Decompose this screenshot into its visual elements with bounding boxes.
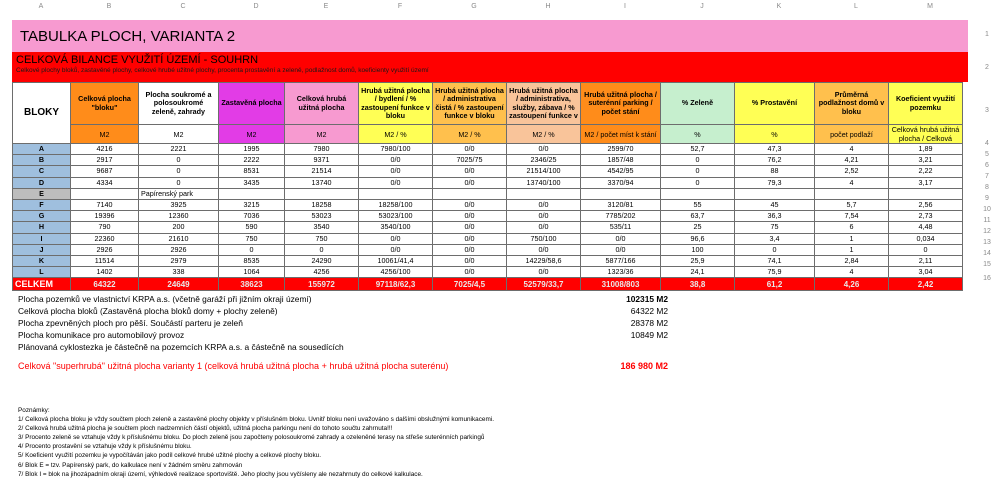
data-cell[interactable]: 790	[71, 222, 139, 233]
data-cell[interactable]: 4	[815, 144, 889, 155]
sheet-subtitle[interactable]: CELKOVÁ BILANCE VYUŽITÍ ÚZEMÍ - SOUHRN	[16, 54, 259, 66]
summary-value[interactable]: 102315 M2	[626, 294, 668, 304]
block-cell[interactable]: K	[13, 255, 71, 266]
total-cell[interactable]: 64322	[71, 278, 139, 291]
block-cell[interactable]: E	[13, 188, 71, 199]
data-cell[interactable]: 18258/100	[359, 199, 433, 210]
data-cell[interactable]: 0/0	[433, 222, 507, 233]
data-cell[interactable]: 4256	[285, 267, 359, 278]
column-header[interactable]: Koeficient využití pozemku	[889, 83, 963, 125]
data-cell[interactable]: 0/0	[433, 233, 507, 244]
total-label[interactable]: CELKEM	[13, 278, 71, 291]
empty-cell[interactable]	[581, 188, 661, 199]
data-cell[interactable]: 3435	[219, 177, 285, 188]
data-cell[interactable]: 1857/48	[581, 155, 661, 166]
notes-title[interactable]: Poznámky:	[18, 407, 50, 414]
table-row	[13, 177, 963, 188]
data-cell[interactable]: 3540	[285, 222, 359, 233]
subtitle-note[interactable]: Celkové plochy bloků, zastavěné plochy, celkové hrubé užitné plochy, procenta prostavění a zeleně, podlažnost domů, koeficienty využití území	[16, 67, 429, 74]
data-cell[interactable]: 0	[889, 244, 963, 255]
column-unit[interactable]: M2 / počet míst k stání	[581, 125, 661, 144]
column-letter-L[interactable]: L	[854, 3, 858, 10]
data-cell[interactable]: 0/0	[359, 155, 433, 166]
table-row	[13, 267, 963, 278]
data-cell[interactable]: 0/0	[581, 233, 661, 244]
data-cell[interactable]: 4256/100	[359, 267, 433, 278]
data-cell[interactable]: 0/0	[359, 244, 433, 255]
data-cell[interactable]: 2926	[71, 244, 139, 255]
column-unit[interactable]: počet podlaží	[815, 125, 889, 144]
data-cell[interactable]: 2,22	[889, 166, 963, 177]
table-row	[13, 199, 963, 210]
column-header[interactable]: Celková plocha "bloku"	[71, 83, 139, 125]
row-number-9[interactable]: 9	[985, 195, 989, 202]
data-cell[interactable]: 0	[139, 177, 219, 188]
data-cell[interactable]: 0/0	[507, 211, 581, 222]
data-cell[interactable]: 12360	[139, 211, 219, 222]
data-cell[interactable]: 0/0	[433, 267, 507, 278]
column-header[interactable]: Hrubá užitná plocha / bydlení / % zastoupení funkce v bloku	[359, 83, 433, 125]
table-row	[13, 222, 963, 233]
column-unit[interactable]: M2 / %	[359, 125, 433, 144]
superhruba-value[interactable]: 186 980 M2	[620, 361, 668, 371]
data-cell[interactable]: 3540/100	[359, 222, 433, 233]
total-cell[interactable]: 38,8	[661, 278, 735, 291]
total-cell[interactable]: 4,26	[815, 278, 889, 291]
empty-cell[interactable]	[661, 188, 735, 199]
data-cell[interactable]: 0/0	[359, 177, 433, 188]
data-cell[interactable]: 0	[661, 155, 735, 166]
note-item[interactable]: 7/ Blok I = blok na jihozápadním okraji území, výhledově realizace sportoviště. Jeho plochy jsou vyčísleny ale nezahrnuty do celkové kalkulace.	[18, 470, 423, 478]
data-cell[interactable]: 1323/36	[581, 267, 661, 278]
data-cell[interactable]: 52,7	[661, 144, 735, 155]
column-header[interactable]: % Prostavění	[735, 83, 815, 125]
column-unit[interactable]: Celková hrubá užitná plocha / Celková	[889, 125, 963, 144]
data-cell[interactable]: 0/0	[359, 233, 433, 244]
table-row	[13, 144, 963, 155]
empty-cell[interactable]	[433, 188, 507, 199]
column-letter-K[interactable]: K	[776, 3, 782, 10]
column-unit[interactable]: M2	[219, 125, 285, 144]
data-cell[interactable]: 1064	[219, 267, 285, 278]
data-cell[interactable]: 0/0	[433, 144, 507, 155]
data-cell[interactable]: 3,4	[735, 233, 815, 244]
data-cell[interactable]: 76,2	[735, 155, 815, 166]
data-cell[interactable]: 0/0	[507, 144, 581, 155]
summary-label[interactable]: Plocha komunikace pro automobilový provoz	[18, 330, 185, 340]
data-cell[interactable]: 1	[815, 233, 889, 244]
data-cell[interactable]: 96,6	[661, 233, 735, 244]
data-cell[interactable]: 55	[661, 199, 735, 210]
data-cell[interactable]: 3120/81	[581, 199, 661, 210]
notes-section	[18, 406, 494, 479]
park-note-cell[interactable]: Papírenský park	[139, 188, 219, 199]
area-table	[12, 82, 963, 291]
data-cell[interactable]: 0/0	[433, 211, 507, 222]
block-cell[interactable]: A	[13, 144, 71, 155]
column-letter-G[interactable]: G	[471, 3, 477, 10]
empty-cell[interactable]	[359, 188, 433, 199]
data-cell[interactable]: 6	[815, 222, 889, 233]
block-cell[interactable]: C	[13, 166, 71, 177]
column-unit[interactable]: M2	[71, 125, 139, 144]
data-cell[interactable]: 21514	[285, 166, 359, 177]
data-cell[interactable]: 1995	[219, 144, 285, 155]
column-header[interactable]: % Zeleně	[661, 83, 735, 125]
data-cell[interactable]: 4	[815, 177, 889, 188]
data-cell[interactable]: 13740	[285, 177, 359, 188]
column-letter-D[interactable]: D	[253, 3, 259, 10]
block-cell[interactable]: I	[13, 233, 71, 244]
data-cell[interactable]: 19396	[71, 211, 139, 222]
data-cell[interactable]: 2,84	[815, 255, 889, 266]
summary-label[interactable]: Plánovaná cyklostezka je částečně na pozemcích KRPA a.s. a částečně na sousedících	[18, 342, 344, 352]
block-cell[interactable]: F	[13, 199, 71, 210]
note-item[interactable]: 1/ Celková plocha bloku je vždy součtem ploch zeleně a zastavěné plochy objekty v příslušném bloku. Uvnitř bloku není uvažováno s dalšími obslužnými komunikacemi.	[18, 416, 494, 424]
data-cell[interactable]: 25	[661, 222, 735, 233]
summary-label[interactable]: Celková plocha bloků (Zastavěná plocha bloků domy + plochy zeleně)	[18, 306, 278, 316]
row-number-7[interactable]: 7	[985, 173, 989, 180]
data-cell[interactable]: 0/0	[433, 166, 507, 177]
data-cell[interactable]: 2221	[139, 144, 219, 155]
summary-label[interactable]: Plocha zpevněných ploch pro pěší. Součástí parteru je zeleň	[18, 318, 243, 328]
table-row	[13, 188, 963, 199]
table-row	[13, 244, 963, 255]
data-cell[interactable]: 18258	[285, 199, 359, 210]
column-unit[interactable]: M2	[139, 125, 219, 144]
data-cell[interactable]: 0/0	[507, 199, 581, 210]
data-cell[interactable]: 2,73	[889, 211, 963, 222]
data-cell[interactable]: 200	[139, 222, 219, 233]
data-cell[interactable]: 0	[139, 155, 219, 166]
row-number-16[interactable]: 16	[983, 275, 991, 282]
column-letter-A[interactable]: A	[38, 3, 44, 10]
data-cell[interactable]: 1,89	[889, 144, 963, 155]
note-item[interactable]: 4/ Procento prostavění se vztahuje vždy k příslušnému bloku.	[18, 443, 192, 451]
data-cell[interactable]: 338	[139, 267, 219, 278]
column-header[interactable]: Plocha soukromé a polosoukromé zeleně, zahrady	[139, 83, 219, 125]
empty-cell[interactable]	[889, 188, 963, 199]
data-cell[interactable]: 47,3	[735, 144, 815, 155]
data-cell[interactable]: 0	[661, 177, 735, 188]
data-cell[interactable]: 0/0	[433, 244, 507, 255]
column-header[interactable]: Hrubá užitná plocha / administrativa čistá / % zastoupení funkce v bloku	[433, 83, 507, 125]
data-cell[interactable]: 2,11	[889, 255, 963, 266]
row-number-15[interactable]: 15	[983, 261, 991, 268]
row-number-1[interactable]: 1	[985, 31, 989, 38]
superhruba-label[interactable]: Celková "superhrubá" užitná plocha varianty 1 (celková hrubá užitná plocha + hrubá užitná plocha suterénu)	[18, 361, 449, 371]
data-cell[interactable]: 0	[139, 166, 219, 177]
data-cell[interactable]: 2,56	[889, 199, 963, 210]
data-cell[interactable]: 2926	[139, 244, 219, 255]
column-header[interactable]: Zastavěná plocha	[219, 83, 285, 125]
data-cell[interactable]: 1402	[71, 267, 139, 278]
empty-cell[interactable]	[507, 188, 581, 199]
table-row	[13, 255, 963, 266]
row-number-10[interactable]: 10	[983, 206, 991, 213]
row-number-14[interactable]: 14	[983, 250, 991, 257]
column-unit[interactable]: M2 / %	[507, 125, 581, 144]
column-unit[interactable]: %	[661, 125, 735, 144]
column-letter-B[interactable]: B	[106, 3, 112, 10]
note-item[interactable]: 2/ Celková hrubá užitná plocha je součtem ploch nadzemních částí objektů, užitná plocha parkingu není do tohoto součtu zahrnuta!!!	[18, 425, 393, 433]
row-number-13[interactable]: 13	[983, 239, 991, 246]
data-cell[interactable]: 3215	[219, 199, 285, 210]
empty-cell[interactable]	[219, 188, 285, 199]
data-cell[interactable]: 0	[285, 244, 359, 255]
column-unit[interactable]: %	[735, 125, 815, 144]
total-cell[interactable]: 2,42	[889, 278, 963, 291]
total-cell[interactable]: 155972	[285, 278, 359, 291]
data-cell[interactable]: 53023	[285, 211, 359, 222]
data-cell[interactable]: 0/0	[433, 199, 507, 210]
data-cell[interactable]: 9687	[71, 166, 139, 177]
data-cell[interactable]: 25,9	[661, 255, 735, 266]
data-cell[interactable]: 36,3	[735, 211, 815, 222]
summary-value[interactable]: 64322 M2	[630, 306, 668, 316]
data-cell[interactable]: 0	[735, 244, 815, 255]
data-cell[interactable]: 7980/100	[359, 144, 433, 155]
data-cell[interactable]: 3370/94	[581, 177, 661, 188]
data-cell[interactable]: 8535	[219, 255, 285, 266]
sheet-title[interactable]: TABULKA PLOCH, VARIANTA 2	[20, 28, 236, 45]
data-cell[interactable]: 7,54	[815, 211, 889, 222]
data-cell[interactable]: 3925	[139, 199, 219, 210]
column-letter-C[interactable]: C	[180, 3, 186, 10]
data-cell[interactable]: 75,9	[735, 267, 815, 278]
data-cell[interactable]: 3,04	[889, 267, 963, 278]
data-cell[interactable]: 4,21	[815, 155, 889, 166]
total-cell[interactable]: 7025/4,5	[433, 278, 507, 291]
data-cell[interactable]: 0/0	[433, 177, 507, 188]
data-cell[interactable]: 2979	[139, 255, 219, 266]
data-cell[interactable]: 750	[219, 233, 285, 244]
block-cell[interactable]: G	[13, 211, 71, 222]
column-letter-E[interactable]: E	[323, 3, 329, 10]
column-header[interactable]: Hrubá užitná plocha / administrativa, služby, zábava / % zastoupení funkce v	[507, 83, 581, 125]
data-cell[interactable]: 24,1	[661, 267, 735, 278]
column-letter-I[interactable]: I	[624, 3, 626, 10]
data-cell[interactable]: 7140	[71, 199, 139, 210]
total-cell[interactable]: 38623	[219, 278, 285, 291]
empty-cell[interactable]	[71, 188, 139, 199]
data-cell[interactable]: 4216	[71, 144, 139, 155]
note-item[interactable]: 5/ Koeficient využití pozemku je vypočítáván jako podíl celkové hrubé užitné plochy a celkové plochy bloku.	[18, 452, 322, 460]
data-cell[interactable]: 590	[219, 222, 285, 233]
data-cell[interactable]: 22360	[71, 233, 139, 244]
data-cell[interactable]: 24290	[285, 255, 359, 266]
row-number-11[interactable]: 11	[983, 217, 991, 224]
empty-cell[interactable]	[285, 188, 359, 199]
data-cell[interactable]: 45	[735, 199, 815, 210]
data-cell[interactable]: 75	[735, 222, 815, 233]
data-cell[interactable]: 2599/70	[581, 144, 661, 155]
block-cell[interactable]: B	[13, 155, 71, 166]
data-cell[interactable]: 0,034	[889, 233, 963, 244]
column-header[interactable]: Celková hrubá užitná plocha	[285, 83, 359, 125]
column-header[interactable]: Průměrná podlažnost domů v bloku	[815, 83, 889, 125]
data-cell[interactable]: 0/0	[507, 267, 581, 278]
row-number-2[interactable]: 2	[985, 64, 989, 71]
data-cell[interactable]: 3,21	[889, 155, 963, 166]
row-number-8[interactable]: 8	[985, 184, 989, 191]
notes-list	[18, 415, 494, 479]
empty-cell[interactable]	[815, 188, 889, 199]
data-cell[interactable]: 74,1	[735, 255, 815, 266]
total-cell[interactable]: 61,2	[735, 278, 815, 291]
data-cell[interactable]: 2346/25	[507, 155, 581, 166]
data-cell[interactable]: 1	[815, 244, 889, 255]
data-cell[interactable]: 53023/100	[359, 211, 433, 222]
data-cell[interactable]: 11514	[71, 255, 139, 266]
data-cell[interactable]: 8531	[219, 166, 285, 177]
row-number-4[interactable]: 4	[985, 140, 989, 147]
row-number-3[interactable]: 3	[985, 107, 989, 114]
total-cell[interactable]: 31008/803	[581, 278, 661, 291]
table-row	[13, 211, 963, 222]
summary-label[interactable]: Plocha pozemků ve vlastnictví KRPA a.s. (včetně garáží při jižním okraji území)	[18, 294, 312, 304]
data-cell[interactable]: 14229/58,6	[507, 255, 581, 266]
total-cell[interactable]: 97118/62,3	[359, 278, 433, 291]
note-item[interactable]: 3/ Procento zeleně se vztahuje vždy k příslušnému bloku. Do ploch zeleně jsou započteny polosoukromé zahrady a ozeleněné terasy na střeše suterénních parkingů	[18, 434, 485, 442]
data-cell[interactable]: 5,7	[815, 199, 889, 210]
data-cell[interactable]: 5877/166	[581, 255, 661, 266]
summary-value[interactable]: 10849 M2	[630, 330, 668, 340]
column-unit[interactable]: M2 / %	[433, 125, 507, 144]
column-header-bloky[interactable]: BLOKY	[13, 83, 71, 144]
data-cell[interactable]: 7036	[219, 211, 285, 222]
data-cell[interactable]: 13740/100	[507, 177, 581, 188]
data-cell[interactable]: 750	[285, 233, 359, 244]
column-letter-F[interactable]: F	[397, 3, 403, 10]
data-cell[interactable]: 0	[219, 244, 285, 255]
column-header[interactable]: Hrubá užitná plocha / suterénní parking / počet stání	[581, 83, 661, 125]
block-cell[interactable]: L	[13, 267, 71, 278]
column-letter-H[interactable]: H	[545, 3, 551, 10]
table-row	[13, 166, 963, 177]
table-row	[13, 233, 963, 244]
column-letter-M[interactable]: M	[927, 3, 933, 10]
data-cell[interactable]: 0/0	[507, 244, 581, 255]
data-cell[interactable]: 7785/202	[581, 211, 661, 222]
data-cell[interactable]: 4,48	[889, 222, 963, 233]
data-cell[interactable]: 0	[661, 166, 735, 177]
data-cell[interactable]: 10061/41,4	[359, 255, 433, 266]
row-number-12[interactable]: 12	[983, 228, 991, 235]
total-cell[interactable]: 52579/33,7	[507, 278, 581, 291]
data-cell[interactable]: 3,17	[889, 177, 963, 188]
block-cell[interactable]: H	[13, 222, 71, 233]
data-cell[interactable]: 750/100	[507, 233, 581, 244]
column-letter-J[interactable]: J	[700, 3, 704, 10]
data-cell[interactable]: 88	[735, 166, 815, 177]
block-cell[interactable]: D	[13, 177, 71, 188]
data-cell[interactable]: 2222	[219, 155, 285, 166]
data-cell[interactable]: 0/0	[433, 255, 507, 266]
empty-cell[interactable]	[735, 188, 815, 199]
data-cell[interactable]: 4334	[71, 177, 139, 188]
note-item[interactable]: 6/ Blok E = tzv. Papírenský park, do kalkulace není v žádném směru zahrnován	[18, 461, 243, 469]
data-cell[interactable]: 7980	[285, 144, 359, 155]
data-cell[interactable]: 21610	[139, 233, 219, 244]
data-cell[interactable]: 4542/95	[581, 166, 661, 177]
total-cell[interactable]: 24649	[139, 278, 219, 291]
data-cell[interactable]: 2,52	[815, 166, 889, 177]
data-cell[interactable]: 535/11	[581, 222, 661, 233]
column-unit[interactable]: M2	[285, 125, 359, 144]
data-cell[interactable]: 0/0	[359, 166, 433, 177]
total-row	[13, 278, 963, 291]
data-cell[interactable]: 63,7	[661, 211, 735, 222]
data-cell[interactable]: 0/0	[581, 244, 661, 255]
data-cell[interactable]: 79,3	[735, 177, 815, 188]
data-cell[interactable]: 9371	[285, 155, 359, 166]
table-row	[13, 155, 963, 166]
row-number-6[interactable]: 6	[985, 162, 989, 169]
data-cell[interactable]: 100	[661, 244, 735, 255]
data-cell[interactable]: 21514/100	[507, 166, 581, 177]
data-cell[interactable]: 0/0	[507, 222, 581, 233]
block-cell[interactable]: J	[13, 244, 71, 255]
row-number-5[interactable]: 5	[985, 151, 989, 158]
data-cell[interactable]: 7025/75	[433, 155, 507, 166]
data-cell[interactable]: 4	[815, 267, 889, 278]
data-cell[interactable]: 2917	[71, 155, 139, 166]
summary-value[interactable]: 28378 M2	[630, 318, 668, 328]
